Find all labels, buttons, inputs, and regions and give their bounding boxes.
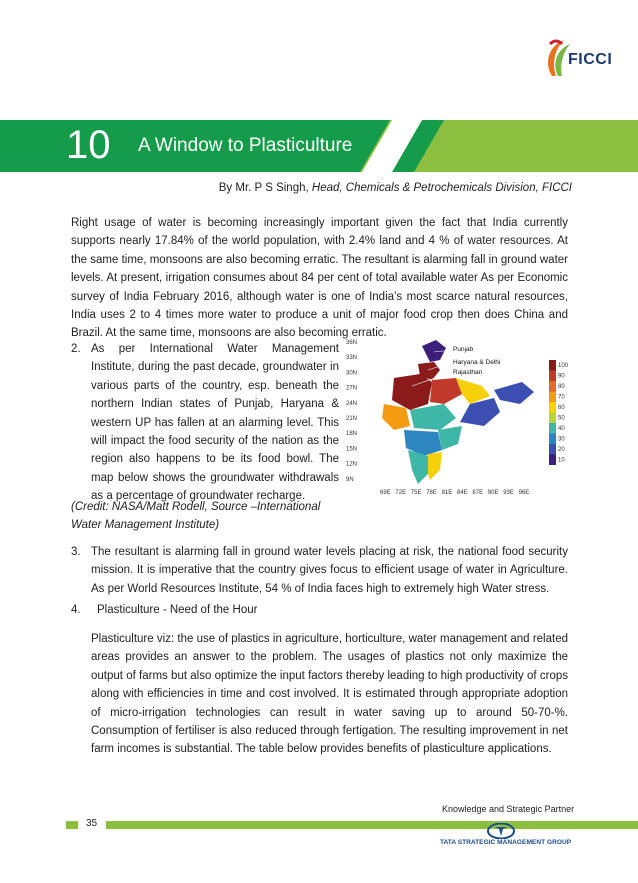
intro-paragraph: Right usage of water is becoming increasingly important given the fact that India currently supports nearly 17.84% of the world population, with 2.4% land and 4 % of water resources. At the same time, monsoons are also becoming erratic. The resultant is alarming fall in ground water levels. At present, irrigation consumes about 84 per cent of total available water As per Economic survey of India February 2016, although water is one of India’s most scarce natural resources, India uses 2 to 4 times more water to produce a unit of major food crop then does China and Brazil. At the same time, monsoons are also becoming erratic.	[71, 217, 568, 340]
lat-tick-label: 36N	[346, 340, 358, 346]
legend-swatch	[549, 413, 556, 424]
legend-value: 30	[558, 436, 565, 443]
lat-tick-label: 15N	[346, 446, 358, 453]
legend-value: 50	[558, 415, 565, 422]
lat-tick-label: 21N	[346, 416, 358, 422]
legend-swatch	[549, 381, 556, 392]
lat-tick-label: 24N	[346, 400, 358, 407]
lon-tick-label: 72E	[395, 490, 407, 496]
legend-swatch	[549, 392, 556, 403]
list-item-4	[71, 601, 257, 619]
lon-tick-label: 84E	[457, 490, 468, 496]
section-heading: Plasticulture - Need of the Hour	[97, 604, 258, 616]
list-text: As per International Water Management Institute, during the past decade, groundwater in various parts of the country, esp. beneath the northern Indian states of Punjab, Haryana & western UP has fallen at an alarming level. This will impact the food security of the nation as the region also happens to be its food bowl. The map below shows the groundwater withdrawals as a percentage of groundwater recharge.	[91, 343, 339, 503]
legend-swatch	[549, 423, 556, 434]
legend-value: 80	[558, 384, 565, 390]
tata-logo	[440, 823, 572, 847]
legend-value: 60	[558, 405, 565, 411]
map-callout-label: Haryana & Delhi	[453, 359, 501, 366]
chapter-number: 10	[66, 123, 111, 167]
legend-value: 100	[558, 363, 569, 369]
lat-tick-label: 18N	[346, 431, 358, 438]
map-legend	[549, 360, 569, 465]
lon-tick-label: 78E	[426, 490, 437, 496]
map-callout-label: Rajasthan	[453, 369, 483, 376]
legend-value: 90	[558, 373, 565, 380]
tata-wordmark: TATA STRATEGIC MANAGEMENT GROUP	[440, 839, 572, 846]
byline	[219, 182, 572, 194]
legend-swatch	[549, 402, 556, 413]
lat-tick-label: 27N	[346, 385, 358, 392]
legend-swatch	[549, 444, 556, 455]
lat-tick-label: 12N	[346, 461, 358, 468]
lon-tick-label: 96E	[518, 490, 530, 496]
lon-tick-label: 69E	[380, 490, 391, 496]
byline-author: By Mr. P S Singh,	[218, 182, 309, 194]
lon-tick-label: 90E	[487, 490, 499, 496]
legend-value: 10	[558, 457, 565, 464]
groundwater-map	[344, 334, 570, 502]
footer-bar-left	[66, 821, 78, 829]
legend-swatch	[549, 371, 556, 382]
india-groundwater-map	[344, 334, 570, 502]
logo-wordmark: FICCI	[568, 51, 613, 68]
tata-emblem-icon	[486, 823, 516, 839]
lon-tick-label: 75E	[410, 490, 422, 496]
chapter-title: A Window to Plasticulture	[138, 135, 353, 156]
lat-tick-label: 30N	[346, 370, 358, 377]
lat-tick-label: 9N	[346, 476, 354, 483]
ficci-logo	[542, 36, 618, 84]
lat-tick-label: 33N	[346, 355, 358, 362]
list-text: The resultant is alarming fall in ground water levels placing at risk, the national food security mission. It is imperative that the country gives focus to efficient usage of water in Agriculture. As per World Resources Institute, 54 % of India faces high to extremely high Water stress.	[91, 546, 568, 595]
list-number: 3.	[71, 546, 81, 558]
legend-value: 20	[558, 447, 565, 453]
list-number: 2.	[71, 343, 81, 355]
legend-swatch	[549, 455, 556, 466]
page-number: 35	[86, 818, 98, 829]
map-credit: (Credit: NASA/Matt Rodell, Source –International Water Management Institute)	[71, 501, 321, 532]
lon-tick-label: 81E	[441, 490, 453, 496]
legend-swatch	[549, 434, 556, 445]
lon-tick-label: 87E	[472, 490, 484, 496]
partner-label: Knowledge and Strategic Partner	[442, 804, 575, 814]
plasticulture-paragraph: Plasticulture viz: the use of plastics in agriculture, horticulture, water management and related areas provides an answer to the problem. The usages of plastics not only maximize the output of farms but also optimize the input factors thereby leading to high productivity of crops along with efficiencies in time and cost involved. It is estimated through appropriate adoption of micro-irrigation technologies can result in water saving up to around 50-70-%. Consumption of fertiliser is also reduced through fertigation. The resulting improvement in net farm incomes is substantial. The table below provides benefits of plasticulture applications.	[91, 633, 568, 756]
byline-role: Head, Chemicals & Petrochemicals Division, FICCI	[311, 182, 572, 194]
map-callout-label: Punjab	[453, 346, 474, 353]
lon-tick-label: 93E	[503, 490, 514, 496]
list-number: 4.	[71, 604, 81, 616]
legend-value: 70	[558, 394, 565, 401]
legend-value: 40	[558, 426, 565, 432]
legend-swatch	[549, 360, 556, 371]
